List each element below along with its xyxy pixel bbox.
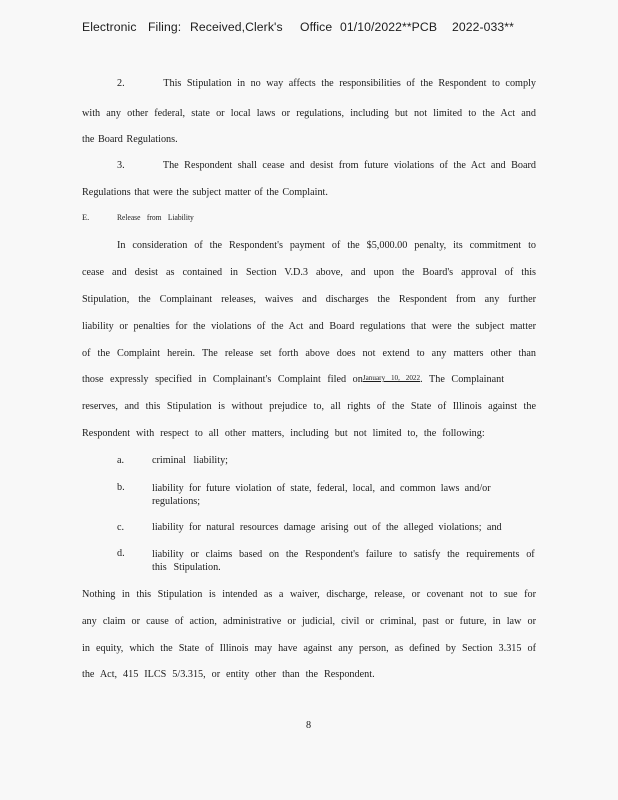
release-para-line-6-text: those expressly specified in Complainant's Complaint filed on (82, 374, 363, 385)
closing-para-line-3: in equity, which the State of Illinois may have against any person, as defined by Section 3.315 of (82, 643, 536, 654)
header-electronic: Electronic (82, 20, 137, 34)
list-item-a-text: criminal liability; (152, 455, 229, 466)
para-3-line-2: Regulations that were the subject matter of the Complaint. (82, 187, 328, 198)
closing-para-line-2: any claim or cause of action, administrative or judicial, civil or criminal, past or future, in law or (82, 616, 536, 627)
release-para-line-7: reserves, and this Stipulation is without prejudice to, all rights of the State of Illinois against the (82, 401, 536, 412)
release-para-line-2: cease and desist as contained in Section V.D.3 above, and upon the Board's approval of this (82, 267, 536, 278)
header-case-number: 2022-033** (452, 20, 514, 34)
header-date: 01/10/2022**PCB (340, 20, 438, 34)
list-item-b-text: liability for future violation of state, federal, local, and common laws and/or regulations; (152, 483, 491, 507)
release-para-line-3: Stipulation, the Complainant releases, waives and discharges the Respondent from any further (82, 294, 536, 305)
list-item-d-letter: d. (117, 548, 125, 559)
header-filing: Filing: (148, 20, 182, 34)
para-2-line-2: with any other federal, state or local laws or regulations, including but not limited to the Act and (82, 108, 536, 119)
complaint-filing-date: January 10, 2022 (362, 374, 421, 382)
release-para-line-4: liability or penalties for the violations of the Act and Board regulations that were the subject matter (82, 321, 536, 332)
section-e-title: Release from Liability (117, 213, 194, 222)
release-para-line-6 (82, 374, 536, 385)
section-e-letter: E. (82, 213, 90, 222)
list-item-b-letter: b. (117, 482, 125, 493)
list-item-c-letter: c. (117, 522, 125, 533)
closing-para-line-1: Nothing in this Stipulation is intended as a waiver, discharge, release, or covenant not to sue for (82, 589, 536, 600)
list-item-a-letter: a. (117, 455, 125, 466)
header-office: Office (300, 20, 333, 34)
page-number: 8 (306, 720, 312, 731)
header-received: Received,Clerk's (190, 20, 283, 34)
para-2-line-3: the Board Regulations. (82, 134, 178, 145)
list-item-c-text: liability for natural resources damage arising out of the alleged violations; and (152, 522, 502, 533)
release-para-line-1: In consideration of the Respondent's payment of the $5,000.00 penalty, its commitment to (117, 240, 536, 251)
closing-para-line-4: the Act, 415 ILCS 5/3.315, or entity other than the Respondent. (82, 669, 375, 680)
para-2-line-1: 2. This Stipulation in no way affects the responsibilities of the Respondent to comply (117, 78, 536, 89)
list-item-d-text: liability or claims based on the Respondent's failure to satisfy the requirements of this Stipulation. (152, 549, 535, 573)
release-para-line-5: of the Complaint herein. The release set forth above does not extend to any matters other than (82, 348, 536, 359)
release-para-line-8: Respondent with respect to all other matters, including but not limited to, the following: (82, 428, 485, 439)
release-para-line-6-end: . The Complainant (420, 374, 505, 385)
para-3-line-1: 3. The Respondent shall cease and desist from future violations of the Act and Board (117, 160, 536, 171)
